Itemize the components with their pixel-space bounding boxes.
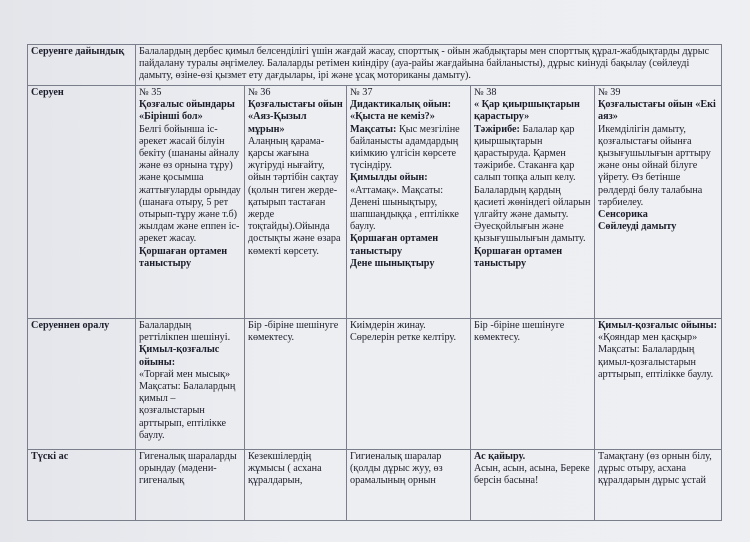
return-cell-5 — [595, 319, 722, 450]
lunch-title: Ас қайыру. — [474, 451, 526, 462]
game-label: Қимыл-қозғалыс ойыны: — [139, 344, 220, 368]
row-label-return: Серуеннен оралу — [28, 319, 136, 450]
walk-cell-39 — [595, 86, 722, 319]
table-row — [28, 450, 722, 521]
activity-body: Белгі бойынша іс-әрекет жасай білуін бекіту (шананы айналу және өз орнына тұру) және қосымша жаттығуларды орындау (шанаға отыру, 5 рет отырып-тұру және т.б) жылдам және еппен іс-әрекет жасау. — [139, 123, 241, 245]
lunch-cell-1: Гигеналық шараларды орындау (мәдени-гигеналық — [136, 450, 245, 521]
activity-title: Қозғалыстағы ойын «Аяз-Қызыл мұрын» — [248, 99, 343, 135]
walk-cell-38 — [471, 86, 595, 319]
walk-cell-37 — [347, 86, 471, 319]
activity-footer: Дене шынықтыру — [350, 257, 435, 269]
walk-cell-36 — [245, 86, 347, 319]
return-cell-1 — [136, 319, 245, 450]
row-label-walk-prep: Серуенге дайындық — [28, 45, 136, 86]
row-label-lunch: Түскі ас — [28, 450, 136, 521]
goal-label: Мақсаты: — [350, 123, 397, 135]
lunch-cell-2: Кезекшілердің жұмысы ( асхана құралдарын, — [245, 450, 347, 521]
activity-footer: Қоршаған ортамен таныстыру — [139, 245, 228, 269]
activity-title: Дидактикалық ойын: «Қыста не кеміз?» — [350, 99, 452, 123]
table-row — [28, 319, 722, 450]
return-cell-3: Киімдерін жинау. Сөрелерін ретке келтіру. — [347, 319, 471, 450]
goal-text: Қыс мезгіліне байланысты адамдардың киімкию үлгісін көрсете түсіндіру. — [350, 123, 460, 172]
activity-body: Алаңның қарама-қарсы жағына жүгіруді нығайту, ойын тәртібін сақтау (қолын тиген жерде-қатырып тастаған жерде тоқтайды).Ойында достықты және өзара көмекті көрсету. — [248, 135, 341, 257]
table-row — [28, 86, 722, 319]
lunch-text: Асын, асын, асына, Береке берсін басына! — [474, 463, 590, 487]
activity-body — [474, 124, 591, 246]
activity-footer: Қоршаған ортамен таныстыру — [350, 233, 439, 257]
game-text: «Торғай мен мысық» Мақсаты: Балалардың қимыл – қозғалыстарын арттырып, ептілікке баулу. — [139, 368, 236, 441]
game-text: «Аттамақ». Мақсаты: Денені шынықтыру, шапшаңдыққа , ептілікке баулу. — [350, 184, 459, 233]
experiment-label: Тәжірибе: — [474, 123, 520, 135]
return-cell-2: Бір -біріне шешінуге көмектесу. — [245, 319, 347, 450]
activity-number: № 38 — [474, 87, 497, 98]
activity-title: Қозғалыстағы ойын «Екі аяз» — [598, 99, 716, 123]
experiment-text: Балалар қар қиыршықтарын қарастыруда. Қармен тәжірибе. Стаканға қар салып топқа алып келу. Балалардың қардың қасиеті жөніндегі ойларын үлгайту және дамыту. Әуесқойлығын және қызығушылығын дамыту. — [474, 123, 591, 245]
lunch-cell-5: Тамақтану (өз орнын білу, дұрыс отыру, асхана құралдарын дұрыс ұстай — [595, 450, 722, 521]
return-text: Балалардың реттілікпен шешінуі. — [139, 320, 231, 344]
walk-cell-35 — [136, 86, 245, 319]
game-label: Қимылды ойын: — [350, 172, 428, 184]
activity-body: Икемділігін дамыту, қозғалыстағы ойынға қызығушылығын арттыру және оны ойнай білуге үйрету. Өз бетінше рөлдерді бөлу талабына тәрбиелеу. — [598, 123, 711, 208]
return-cell-4: Бір -біріне шешінуге көмектесу. — [471, 319, 595, 450]
activity-number: № 37 — [350, 87, 373, 98]
lunch-cell-3: Гигиеналық шаралар (қолды дұрыс жуу, өз орамалының орнын — [347, 450, 471, 521]
activity-footer: Қоршаған ортамен таныстыру — [474, 245, 563, 269]
activity-number: № 39 — [598, 87, 621, 98]
activity-title: Қозғалыс ойындары «Бірінші бол» — [139, 99, 235, 123]
table-row — [28, 45, 722, 86]
activity-number: № 35 — [139, 87, 162, 98]
game-text: «Қояндар мен қасқыр» Мақсаты: Балалардың қимыл-қозғалыстарын арттырып, ептілікке баулу. — [598, 332, 714, 380]
activity-footer: Сөйлеуді дамыту — [598, 221, 677, 233]
lunch-cell-4 — [471, 450, 595, 521]
daily-plan-table — [27, 44, 722, 521]
row-label-walk: Серуен — [28, 86, 136, 319]
activity-title: « Қар қиыршықтарын қарастыру» — [474, 99, 580, 123]
activity-footer: Сенсорика — [598, 209, 648, 221]
activity-number: № 36 — [248, 87, 271, 98]
walk-prep-text: Балалардың дербес қимыл белсенділігі үшін жағдай жасау, спорттық - ойын жабдықтары мен спорттық құрал-жабдықтарды дұрыс пайдалану туралы әңгімелеу. Балаларды ретімен киіндіру (ауа-райы жағдайына байланысты), дұрыс киінуді бақылау (сөйлеуді дамыту, өзіне-өзі қызмет ету дағдылары, ірі және ұсақ моториканы дамыту). — [136, 45, 722, 86]
game-label: Қимыл-қозғалыс ойыны: — [598, 320, 717, 331]
activity-goal — [350, 124, 467, 173]
